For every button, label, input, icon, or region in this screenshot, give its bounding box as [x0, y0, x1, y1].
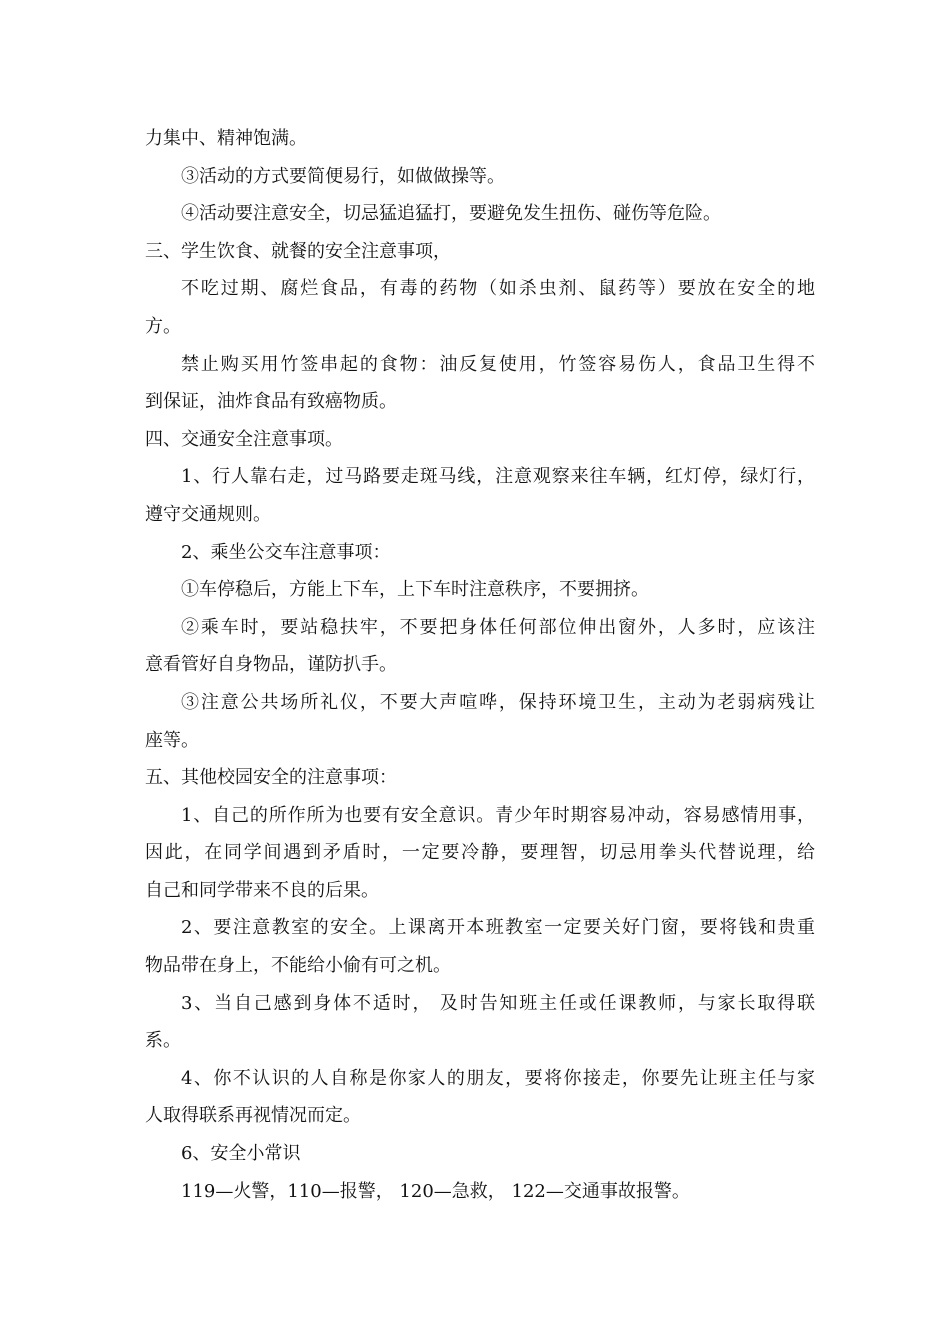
- text-line: 人取得联系再视情况而定。: [145, 1105, 361, 1127]
- text-line: 自己和同学带来不良的后果。: [145, 879, 379, 901]
- text-line: 1、行人靠右走，过马路要走斑马线，注意观察来往车辆，红灯停，绿灯行，: [181, 466, 815, 488]
- text-line: ③活动的方式要简便易行，如做做操等。: [181, 165, 505, 187]
- text-line: 到保证，油炸食品有致癌物质。: [145, 391, 397, 413]
- text-line: 3、当自己感到身体不适时， 及时告知班主任或任课教师，与家长取得联: [181, 992, 815, 1014]
- text-line: 119—火警，110—报警， 120—急救， 122—交通事故报警。: [181, 1180, 690, 1202]
- text-line: 2、乘坐公交车注意事项：: [181, 541, 391, 563]
- text-line: 因此，在同学间遇到矛盾时，一定要冷静，要理智，切忌用拳头代替说理，给: [145, 842, 815, 864]
- text-line: 座等。: [145, 729, 199, 751]
- text-line: 1、自己的所作所为也要有安全意识。青少年时期容易冲动，容易感情用事，: [181, 804, 815, 826]
- text-line: ②乘车时，要站稳扶牢，不要把身体任何部位伸出窗外，人多时，应该注: [181, 616, 815, 638]
- section-heading: 三、学生饮食、就餐的安全注意事项，: [145, 240, 451, 262]
- text-line: 6、安全小常识: [181, 1143, 301, 1165]
- section-heading: 四、交通安全注意事项。: [145, 428, 343, 450]
- text-line: 不吃过期、腐烂食品，有毒的药物（如杀虫剂、鼠药等）要放在安全的地: [181, 278, 815, 300]
- text-line: 2、要注意教室的安全。上课离开本班教室一定要关好门窗，要将钱和贵重: [181, 917, 815, 939]
- text-line: ①车停稳后，方能上下车，上下车时注意秩序，不要拥挤。: [181, 579, 649, 601]
- text-line: ③注意公共场所礼仪，不要大声喧哗，保持环境卫生，主动为老弱病残让: [181, 691, 815, 713]
- text-line: 意看管好自身物品，谨防扒手。: [145, 654, 397, 676]
- text-line: ④活动要注意安全，切忌猛追猛打，要避免发生扭伤、碰伤等危险。: [181, 203, 721, 225]
- text-line: 系。: [145, 1030, 181, 1052]
- text-line: 力集中、精神饱满。: [145, 128, 307, 149]
- text-line: 物品带在身上，不能给小偷有可之机。: [145, 955, 451, 977]
- section-heading: 五、其他校园安全的注意事项：: [145, 767, 397, 789]
- text-line: 方。: [145, 315, 181, 337]
- text-line: 4、你不认识的人自称是你家人的朋友，要将你接走，你要先让班主任与家: [181, 1067, 815, 1089]
- text-line: 禁止购买用竹签串起的食物：油反复使用，竹签容易伤人，食品卫生得不: [181, 353, 815, 375]
- document-page: [145, 120, 815, 1210]
- text-line: 遵守交通规则。: [145, 503, 271, 525]
